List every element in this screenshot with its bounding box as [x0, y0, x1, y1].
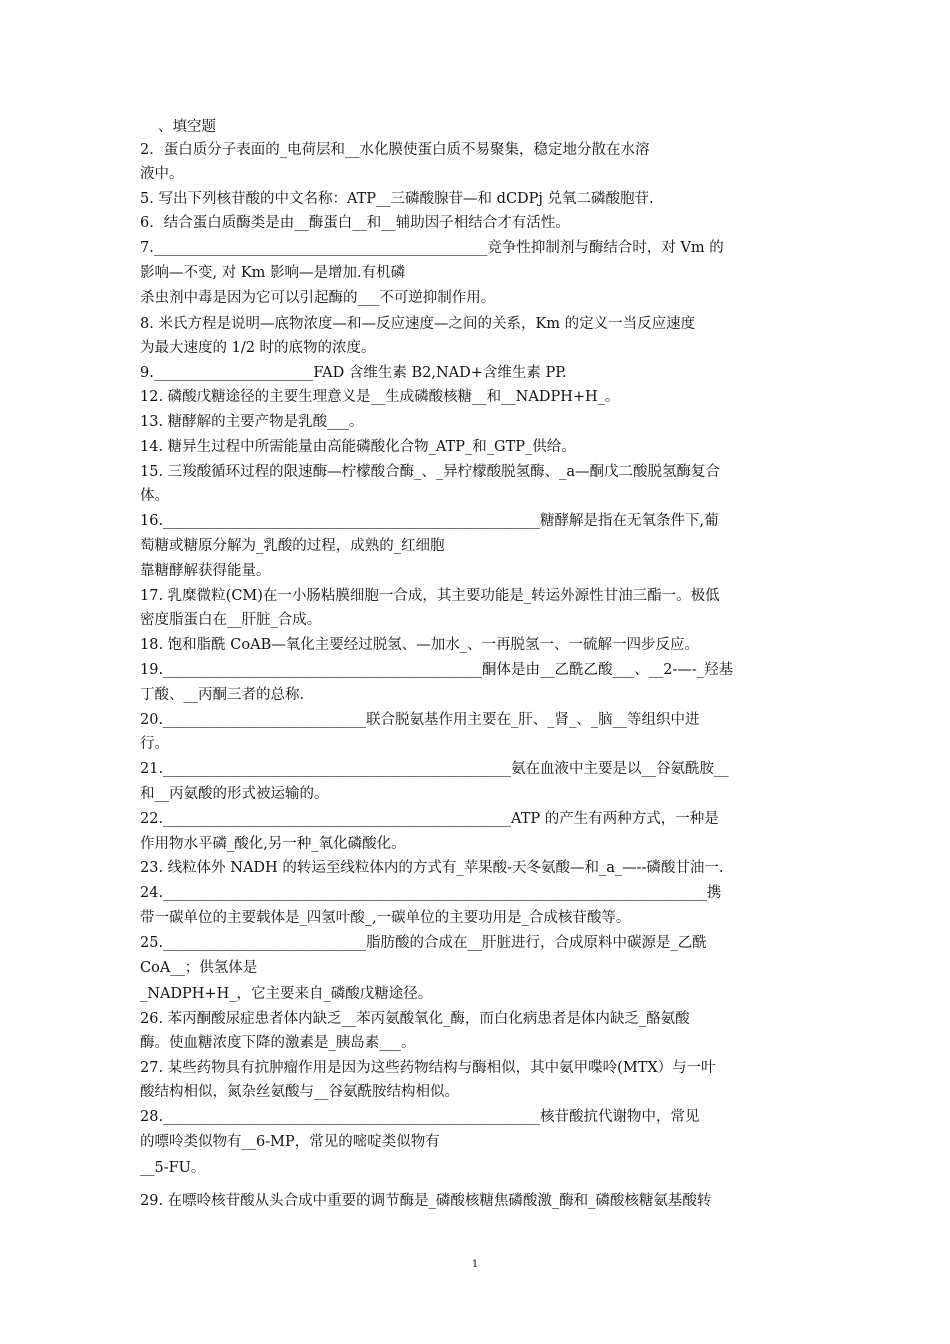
- text-line: 为最大速度的 1/2 时的底物的浓度。: [140, 340, 376, 356]
- text-line: __5-FU。: [140, 1160, 206, 1176]
- text-line: 14. 糖异生过程中所需能量由高能磷酸化合物_ATP_和_GTP_供给。: [140, 439, 576, 455]
- text-line: 28.____________________________________________________核苷酸抗代谢物中，常见: [140, 1109, 700, 1125]
- text-line: 27. 某些药物具有抗肿瘤作用是因为这些药物结构与酶相似，其中氨甲喋呤(MTX）与一叶: [140, 1060, 716, 1076]
- text-line: 12. 磷酸戊糖途径的主要生理意义是__生成磷酸核糖__和__NADPH+H_。: [140, 389, 620, 405]
- text-line: 6．结合蛋白质酶类是由__酶蛋白__和__辅助因子相结合才有活性。: [140, 215, 570, 231]
- text-line: 密度脂蛋白在__肝脏_合成。: [140, 612, 322, 628]
- text-line: 5. 写出下列核苷酸的中文名称：ATP__三磷酸腺苷—和 dCDPj 兑氧二磷酸胞苷.: [140, 191, 654, 207]
- text-line: 20.____________________________联合脱氨基作用主要在_肝、_肾_、_脑__等组织中进: [140, 712, 700, 728]
- text-line: 9.______________________FAD 含维生素 B2,NAD+含维生素 PP.: [140, 365, 567, 381]
- text-line: 19.____________________________________________酮体是由__乙酰乙酸___、__2-—-_羟基: [140, 662, 734, 678]
- text-line: 7.______________________________________________竞争性抑制剂与酶结合时，对 Vm 的: [140, 240, 724, 256]
- text-line: _NADPH+H_，它主要来自_磷酸戊糖途径。: [140, 986, 433, 1002]
- text-line: 酸结构相似，氮杂丝氨酸与__谷氨酰胺结构相似。: [140, 1084, 459, 1100]
- text-line: 21.________________________________________________氨在血液中主要是以__谷氨酰胺__: [140, 761, 729, 777]
- text-line: 17. 乳糜微粒(CM)在一小肠粘膜细胞一合成，其主要功能是_转运外源性甘油三酯一。极低: [140, 588, 720, 604]
- text-line: 29. 在嘌呤核苷酸从头合成中重要的调节酶是_磷酸核糖焦磷酸激_酶和_磷酸核糖氨基酸转: [140, 1193, 712, 1209]
- text-line: 26. 苯丙酮酸尿症患者体内缺乏__苯丙氨酸氧化_酶，而白化病患者是体内缺乏_酪氨酸: [140, 1011, 690, 1027]
- text-line: 16.____________________________________________________糖酵解是指在无氧条件下,葡: [140, 513, 719, 529]
- text-line: CoA__；供氢体是: [140, 960, 258, 976]
- text-line: 靠糖酵解获得能量。: [140, 563, 271, 579]
- text-line: 行。: [140, 736, 169, 752]
- text-line: 22.________________________________________________ATP 的产生有两种方式，一种是: [140, 811, 719, 827]
- text-line: 的嘌呤类似物有__6-MP，常见的嘧啶类似物有: [140, 1134, 440, 1150]
- text-line: 13. 糖酵解的主要产物是乳酸___。: [140, 414, 364, 430]
- text-line: 24.___________________________________________________________________________携: [140, 885, 722, 901]
- text-line: 和__丙氨酸的形式被运输的。: [140, 786, 329, 802]
- text-line: 18. 饱和脂酰 CoAB—氧化主要经过脱氢、—加水_、一再脱氢一、一硫解一四步反应。: [140, 637, 699, 653]
- text-line: 杀虫剂中毒是因为它可以引起酶的___不可逆抑制作用。: [140, 290, 496, 306]
- text-line: 带一碳单位的主要载体是_四氢叶酸_,一碳单位的主要功用是_合成核苷酸等。: [140, 910, 631, 926]
- text-line: 15. 三羧酸循环过程的限速酶—柠檬酸合酶_、_异柠檬酸脱氢酶、_a—酮戊二酸脱氢酶复合: [140, 464, 721, 480]
- text-line: 25.____________________________脂肪酸的合成在__肝脏进行，合成原料中碳源是_乙酰: [140, 935, 707, 951]
- section-heading: 、填空题: [158, 119, 216, 135]
- text-line: 丁酸、__丙酮三者的总称.: [140, 687, 305, 703]
- text-line: 2．蛋白质分子表面的_电荷层和__水化膜使蛋白质不易聚集，稳定地分散在水溶: [140, 142, 650, 158]
- text-line: 影响—不变, 对 Km 影响—是增加.有机磷: [140, 265, 406, 281]
- text-line: 8. 米氏方程是说明—底物浓度—和—反应速度—之间的关系，Km 的定义一当反应速度: [140, 316, 696, 332]
- text-line: 液中。: [140, 166, 184, 182]
- text-line: 萄糖或糖原分解为_乳酸的过程，成熟的_红细胞: [140, 538, 445, 554]
- text-line: 23. 线粒体外 NADH 的转运至线粒体内的方式有_苹果酸-天冬氨酸—和_a_—--磷酸甘油一.: [140, 860, 724, 876]
- text-line: 酶。使血糖浓度下降的激素是_胰岛素___。: [140, 1035, 416, 1051]
- text-line: 作用物水平磷_酸化,另一种_氧化磷酸化。: [140, 836, 406, 852]
- page-number: 1: [471, 1259, 479, 1270]
- text-line: 体。: [140, 488, 169, 504]
